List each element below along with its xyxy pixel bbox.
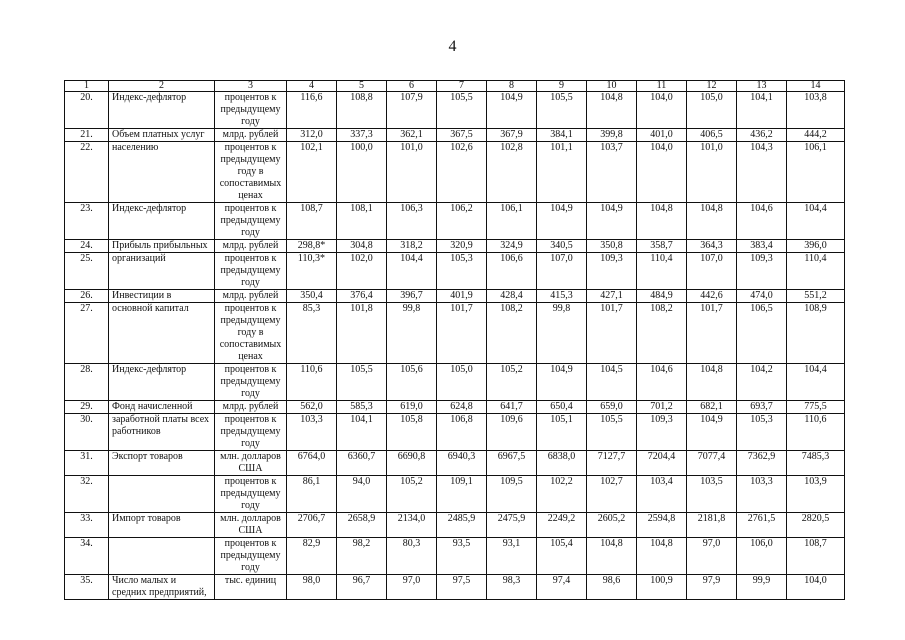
value-cell: 94,0 (337, 476, 387, 513)
value-cell: 2605,2 (587, 513, 637, 538)
value-cell: 108,1 (337, 203, 387, 240)
value-cell: 2181,8 (687, 513, 737, 538)
value-cell: 104,0 (637, 142, 687, 203)
value-cell: 104,1 (337, 414, 387, 451)
value-cell: 298,8* (287, 240, 337, 253)
value-cell: 93,1 (487, 538, 537, 575)
value-cell: 415,3 (537, 290, 587, 303)
column-header: 4 (287, 81, 337, 92)
value-cell: 108,9 (787, 303, 845, 364)
value-cell: 641,7 (487, 401, 537, 414)
value-cell: 551,2 (787, 290, 845, 303)
value-cell: 2658,9 (337, 513, 387, 538)
value-cell: 442,6 (687, 290, 737, 303)
value-cell: 312,0 (287, 129, 337, 142)
indicator-name: Импорт товаров (109, 513, 215, 538)
value-cell: 318,2 (387, 240, 437, 253)
value-cell: 105,6 (387, 364, 437, 401)
value-cell: 98,2 (337, 538, 387, 575)
value-cell: 97,0 (387, 575, 437, 600)
value-cell: 101,0 (387, 142, 437, 203)
indicator-name: Число малых и средних предприятий, (109, 575, 215, 600)
value-cell: 100,0 (337, 142, 387, 203)
value-cell: 399,8 (587, 129, 637, 142)
value-cell: 108,7 (287, 203, 337, 240)
value-cell: 401,9 (437, 290, 487, 303)
value-cell: 80,3 (387, 538, 437, 575)
value-cell: 104,9 (487, 92, 537, 129)
column-header: 1 (65, 81, 109, 92)
value-cell: 107,0 (687, 253, 737, 290)
value-cell: 104,8 (587, 538, 637, 575)
value-cell: 104,3 (737, 142, 787, 203)
indicator-name: Индекс-дефлятор (109, 92, 215, 129)
row-number: 31. (65, 451, 109, 476)
value-cell: 444,2 (787, 129, 845, 142)
value-cell: 97,5 (437, 575, 487, 600)
value-cell: 110,6 (787, 414, 845, 451)
value-cell: 102,8 (487, 142, 537, 203)
value-cell: 105,0 (687, 92, 737, 129)
table-row (65, 92, 845, 129)
value-cell: 367,5 (437, 129, 487, 142)
value-cell: 104,8 (687, 203, 737, 240)
value-cell: 99,8 (537, 303, 587, 364)
column-header: 9 (537, 81, 587, 92)
value-cell: 105,2 (487, 364, 537, 401)
value-cell: 102,0 (337, 253, 387, 290)
value-cell: 105,5 (337, 364, 387, 401)
value-cell: 101,7 (687, 303, 737, 364)
value-cell: 110,4 (787, 253, 845, 290)
value-cell: 104,4 (787, 364, 845, 401)
value-cell: 396,0 (787, 240, 845, 253)
value-cell: 105,5 (437, 92, 487, 129)
value-cell: 103,7 (587, 142, 637, 203)
value-cell: 401,0 (637, 129, 687, 142)
value-cell: 106,5 (737, 303, 787, 364)
column-header: 11 (637, 81, 687, 92)
value-cell: 109,3 (587, 253, 637, 290)
table-row (65, 290, 845, 303)
value-cell: 103,8 (787, 92, 845, 129)
table-row (65, 575, 845, 600)
value-cell: 108,7 (787, 538, 845, 575)
value-cell: 101,7 (437, 303, 487, 364)
value-cell: 103,5 (687, 476, 737, 513)
value-cell: 108,2 (637, 303, 687, 364)
row-number: 28. (65, 364, 109, 401)
unit-cell: процентов к предыдущему году (215, 538, 287, 575)
value-cell: 383,4 (737, 240, 787, 253)
value-cell: 324,9 (487, 240, 537, 253)
indicator-name: заработной платы всех работников (109, 414, 215, 451)
value-cell: 7127,7 (587, 451, 637, 476)
row-number: 30. (65, 414, 109, 451)
column-header: 13 (737, 81, 787, 92)
value-cell: 104,0 (787, 575, 845, 600)
value-cell: 116,6 (287, 92, 337, 129)
value-cell: 337,3 (337, 129, 387, 142)
value-cell: 7077,4 (687, 451, 737, 476)
row-number: 33. (65, 513, 109, 538)
unit-cell: млрд. рублей (215, 401, 287, 414)
table-row (65, 303, 845, 364)
table-row (65, 513, 845, 538)
value-cell: 701,2 (637, 401, 687, 414)
value-cell: 2134,0 (387, 513, 437, 538)
indicator-name: Инвестиции в (109, 290, 215, 303)
indicator-name: организаций (109, 253, 215, 290)
value-cell: 104,8 (637, 203, 687, 240)
value-cell: 103,3 (287, 414, 337, 451)
indicator-name: Индекс-дефлятор (109, 364, 215, 401)
indicator-name: Объем платных услуг (109, 129, 215, 142)
forecast-table (64, 80, 845, 600)
indicator-name: Экспорт товаров (109, 451, 215, 476)
value-cell: 98,0 (287, 575, 337, 600)
value-cell: 99,9 (737, 575, 787, 600)
value-cell: 105,5 (587, 414, 637, 451)
value-cell: 436,2 (737, 129, 787, 142)
value-cell: 108,2 (487, 303, 537, 364)
unit-cell: процентов к предыдущему году (215, 253, 287, 290)
table-row (65, 451, 845, 476)
row-number: 29. (65, 401, 109, 414)
unit-cell: процентов к предыдущему году (215, 364, 287, 401)
column-header: 12 (687, 81, 737, 92)
row-number: 26. (65, 290, 109, 303)
value-cell: 105,3 (437, 253, 487, 290)
value-cell: 364,3 (687, 240, 737, 253)
value-cell: 2706,7 (287, 513, 337, 538)
value-cell: 106,6 (487, 253, 537, 290)
indicator-name: основной капитал (109, 303, 215, 364)
value-cell: 104,5 (587, 364, 637, 401)
column-header: 8 (487, 81, 537, 92)
table-row (65, 538, 845, 575)
table-row (65, 240, 845, 253)
header-row (65, 81, 845, 92)
value-cell: 775,5 (787, 401, 845, 414)
table-row (65, 414, 845, 451)
value-cell: 107,0 (537, 253, 587, 290)
value-cell: 103,9 (787, 476, 845, 513)
value-cell: 619,0 (387, 401, 437, 414)
value-cell: 109,6 (487, 414, 537, 451)
unit-cell: млрд. рублей (215, 240, 287, 253)
value-cell: 2249,2 (537, 513, 587, 538)
value-cell: 97,0 (687, 538, 737, 575)
value-cell: 101,8 (337, 303, 387, 364)
value-cell: 320,9 (437, 240, 487, 253)
value-cell: 108,8 (337, 92, 387, 129)
value-cell: 85,3 (287, 303, 337, 364)
unit-cell: тыс. единиц (215, 575, 287, 600)
value-cell: 109,3 (637, 414, 687, 451)
row-number: 34. (65, 538, 109, 575)
value-cell: 7362,9 (737, 451, 787, 476)
unit-cell: процентов к предыдущему году в сопоставимых ценах (215, 142, 287, 203)
table-row (65, 129, 845, 142)
value-cell: 100,9 (637, 575, 687, 600)
value-cell: 304,8 (337, 240, 387, 253)
value-cell: 101,1 (537, 142, 587, 203)
value-cell: 406,5 (687, 129, 737, 142)
value-cell: 98,3 (487, 575, 537, 600)
value-cell: 6940,3 (437, 451, 487, 476)
value-cell: 106,1 (487, 203, 537, 240)
row-number: 25. (65, 253, 109, 290)
value-cell: 396,7 (387, 290, 437, 303)
value-cell: 6838,0 (537, 451, 587, 476)
table-row (65, 253, 845, 290)
value-cell: 104,4 (387, 253, 437, 290)
unit-cell: процентов к предыдущему году (215, 203, 287, 240)
value-cell: 102,7 (587, 476, 637, 513)
indicator-name: Фонд начисленной (109, 401, 215, 414)
value-cell: 106,3 (387, 203, 437, 240)
unit-cell: млн. долларов США (215, 451, 287, 476)
value-cell: 362,1 (387, 129, 437, 142)
column-header: 6 (387, 81, 437, 92)
table-row (65, 476, 845, 513)
value-cell: 104,8 (637, 538, 687, 575)
value-cell: 6967,5 (487, 451, 537, 476)
value-cell: 98,6 (587, 575, 637, 600)
value-cell: 93,5 (437, 538, 487, 575)
value-cell: 107,9 (387, 92, 437, 129)
value-cell: 350,8 (587, 240, 637, 253)
value-cell: 2485,9 (437, 513, 487, 538)
table-row (65, 401, 845, 414)
value-cell: 104,1 (737, 92, 787, 129)
table-row (65, 364, 845, 401)
value-cell: 106,8 (437, 414, 487, 451)
value-cell: 97,9 (687, 575, 737, 600)
value-cell: 103,4 (637, 476, 687, 513)
value-cell: 102,6 (437, 142, 487, 203)
indicator-name: Прибыль прибыльных (109, 240, 215, 253)
value-cell: 104,6 (637, 364, 687, 401)
row-number: 32. (65, 476, 109, 513)
value-cell: 428,4 (487, 290, 537, 303)
value-cell: 109,3 (737, 253, 787, 290)
row-number: 24. (65, 240, 109, 253)
value-cell: 474,0 (737, 290, 787, 303)
value-cell: 384,1 (537, 129, 587, 142)
unit-cell: млрд. рублей (215, 290, 287, 303)
row-number: 35. (65, 575, 109, 600)
indicator-name (109, 476, 215, 513)
value-cell: 104,0 (637, 92, 687, 129)
value-cell: 105,2 (387, 476, 437, 513)
unit-cell: млн. долларов США (215, 513, 287, 538)
value-cell: 2820,5 (787, 513, 845, 538)
value-cell: 104,9 (687, 414, 737, 451)
value-cell: 104,6 (737, 203, 787, 240)
row-number: 20. (65, 92, 109, 129)
unit-cell: млрд. рублей (215, 129, 287, 142)
row-number: 27. (65, 303, 109, 364)
column-header: 5 (337, 81, 387, 92)
table-row (65, 203, 845, 240)
value-cell: 358,7 (637, 240, 687, 253)
value-cell: 97,4 (537, 575, 587, 600)
value-cell: 102,1 (287, 142, 337, 203)
value-cell: 682,1 (687, 401, 737, 414)
value-cell: 340,5 (537, 240, 587, 253)
value-cell: 110,3* (287, 253, 337, 290)
indicator-name (109, 538, 215, 575)
value-cell: 105,3 (737, 414, 787, 451)
value-cell: 585,3 (337, 401, 387, 414)
value-cell: 99,8 (387, 303, 437, 364)
value-cell: 105,0 (437, 364, 487, 401)
value-cell: 104,8 (587, 92, 637, 129)
value-cell: 484,9 (637, 290, 687, 303)
value-cell: 110,4 (637, 253, 687, 290)
value-cell: 103,3 (737, 476, 787, 513)
value-cell: 82,9 (287, 538, 337, 575)
value-cell: 105,4 (537, 538, 587, 575)
value-cell: 562,0 (287, 401, 337, 414)
unit-cell: процентов к предыдущему году (215, 476, 287, 513)
value-cell: 2594,8 (637, 513, 687, 538)
value-cell: 105,5 (537, 92, 587, 129)
value-cell: 2475,9 (487, 513, 537, 538)
value-cell: 104,8 (687, 364, 737, 401)
row-number: 22. (65, 142, 109, 203)
value-cell: 104,9 (537, 203, 587, 240)
value-cell: 659,0 (587, 401, 637, 414)
value-cell: 6360,7 (337, 451, 387, 476)
value-cell: 106,0 (737, 538, 787, 575)
value-cell: 367,9 (487, 129, 537, 142)
column-header: 2 (109, 81, 215, 92)
page-number: 4 (448, 38, 457, 55)
value-cell: 104,2 (737, 364, 787, 401)
value-cell: 102,2 (537, 476, 587, 513)
value-cell: 109,5 (487, 476, 537, 513)
value-cell: 650,4 (537, 401, 587, 414)
unit-cell: процентов к предыдущему году (215, 92, 287, 129)
unit-cell: процентов к предыдущему году (215, 414, 287, 451)
value-cell: 101,7 (587, 303, 637, 364)
value-cell: 376,4 (337, 290, 387, 303)
value-cell: 427,1 (587, 290, 637, 303)
value-cell: 104,9 (587, 203, 637, 240)
value-cell: 86,1 (287, 476, 337, 513)
table-row (65, 142, 845, 203)
value-cell: 105,8 (387, 414, 437, 451)
value-cell: 2761,5 (737, 513, 787, 538)
unit-cell: процентов к предыдущему году в сопоставимых ценах (215, 303, 287, 364)
row-number: 23. (65, 203, 109, 240)
indicator-name: населению (109, 142, 215, 203)
value-cell: 6690,8 (387, 451, 437, 476)
column-header: 7 (437, 81, 487, 92)
value-cell: 624,8 (437, 401, 487, 414)
value-cell: 350,4 (287, 290, 337, 303)
value-cell: 6764,0 (287, 451, 337, 476)
column-header: 14 (787, 81, 845, 92)
value-cell: 110,6 (287, 364, 337, 401)
row-number: 21. (65, 129, 109, 142)
value-cell: 104,4 (787, 203, 845, 240)
value-cell: 106,1 (787, 142, 845, 203)
column-header: 3 (215, 81, 287, 92)
column-header: 10 (587, 81, 637, 92)
value-cell: 693,7 (737, 401, 787, 414)
value-cell: 7485,3 (787, 451, 845, 476)
value-cell: 7204,4 (637, 451, 687, 476)
value-cell: 105,1 (537, 414, 587, 451)
indicator-name: Индекс-дефлятор (109, 203, 215, 240)
value-cell: 106,2 (437, 203, 487, 240)
value-cell: 101,0 (687, 142, 737, 203)
value-cell: 96,7 (337, 575, 387, 600)
value-cell: 104,9 (537, 364, 587, 401)
value-cell: 109,1 (437, 476, 487, 513)
